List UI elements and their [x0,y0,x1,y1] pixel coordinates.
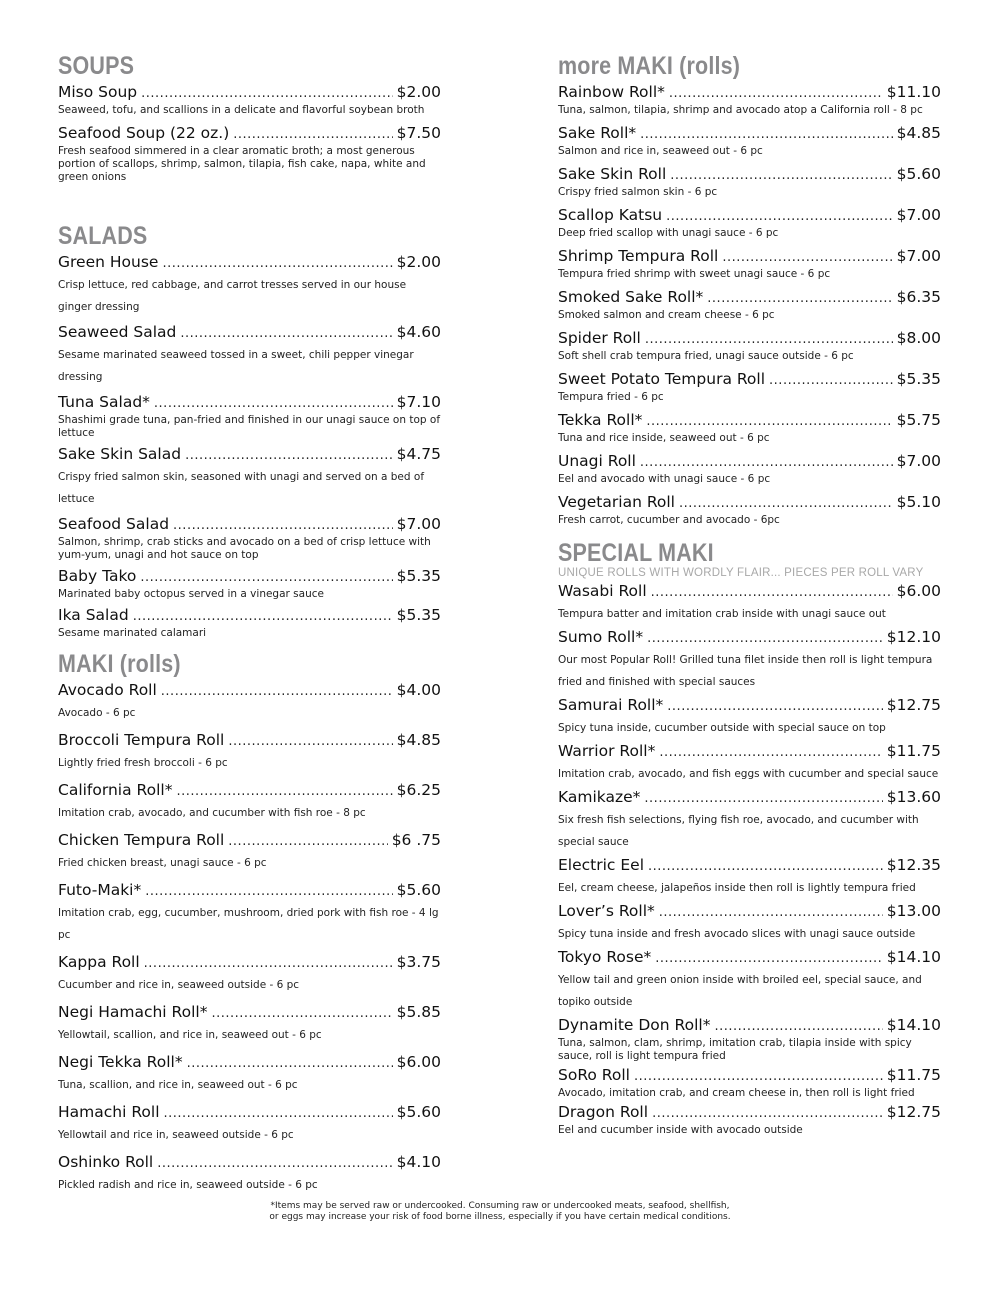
item-description: Tempura fried shrimp with sweet unagi sauce - 6 pc [558,268,831,280]
item-name: Seafood Salad [58,515,170,533]
dot-leader [145,882,392,902]
item-name: Broccoli Tempura Roll [58,731,225,749]
menu-item [558,410,941,445]
item-price: $5.10 [896,493,941,511]
item-name: Seafood Soup (22 oz.) [58,124,230,142]
item-description: Tempura batter and imitation crab inside with unagi sauce out [558,608,886,620]
dot-leader [164,1104,393,1124]
item-price: $7.10 [396,393,441,411]
menu-item-row [558,205,941,227]
menu-item [558,1015,941,1063]
menu-item-row [58,1052,441,1074]
dot-leader [666,207,893,227]
salads-section [58,222,441,640]
dot-leader [647,629,883,649]
item-name: Rainbow Roll* [558,83,665,101]
item-description: Spicy tuna inside, cucumber outside with special sauce on top [558,722,886,734]
menu-item-row [558,369,941,391]
dot-leader [669,84,883,104]
item-price: $6.00 [896,582,941,600]
item-price: $7.50 [396,124,441,142]
item-name: Tokyo Rose* [558,948,652,966]
menu-item-row [58,952,441,974]
item-name: Negi Hamachi Roll* [58,1003,208,1021]
item-price: $5.35 [396,567,441,585]
item-price: $12.75 [886,1103,941,1121]
section-title: SALADS [58,222,148,250]
menu-item [58,880,441,946]
footnote [0,1201,1000,1223]
item-description: Yellowtail, scallion, and rice in, seaweed out - 6 pc [58,1029,322,1041]
menu-item-row [558,1102,941,1124]
menu-item-row [58,444,441,466]
item-name: Hamachi Roll [58,1103,160,1121]
item-name: Kappa Roll [58,953,140,971]
item-name: Dragon Roll [558,1103,649,1121]
item-price: $5.35 [896,370,941,388]
item-description: Eel and avocado with unagi sauce - 6 pc [558,473,771,485]
menu-item-row [58,1002,441,1024]
dot-leader [667,697,882,717]
item-name: Tekka Roll* [558,411,643,429]
item-name: Sake Skin Salad [58,445,182,463]
item-price: $5.60 [396,881,441,899]
menu-item [558,369,941,404]
item-name: Smoked Sake Roll* [558,288,704,306]
maki-section [58,650,441,1196]
item-name: Miso Soup [58,83,138,101]
menu-item-row [558,947,941,969]
menu-item-row [558,328,941,350]
menu-item [58,392,441,440]
item-price: $5.35 [396,606,441,624]
item-description: Soft shell crab tempura fried, unagi sauce outside - 6 pc [558,350,854,362]
dot-leader [655,949,883,969]
item-description: Eel, cream cheese, jalapeños inside then roll is lightly tempura fried [558,882,916,894]
item-name: Ika Salad [58,606,129,624]
item-price: $13.60 [886,788,941,806]
dot-leader [211,1004,392,1024]
item-description: Fresh seafood simmered in a clear aromatic broth; a most generous portion of scallops, shrimp, salmon, tilapia, fish cake, napa, white and green onions [58,145,426,183]
menu-item [58,1052,441,1096]
dot-leader [154,394,393,414]
menu-item [58,123,441,184]
item-description: Marinated baby octopus served in a vinegar sauce [58,588,324,600]
item-name: Oshinko Roll [58,1153,154,1171]
menu-item-row [58,514,441,536]
dot-leader [707,289,892,309]
menu-item-row [558,410,941,432]
item-name: Sake Skin Roll [558,165,667,183]
dot-leader [640,125,892,145]
footnote-line: or eggs may increase your risk of food borne illness, especially if you have certain medical conditions. [269,1212,731,1222]
menu-item [558,855,941,899]
left-column [58,52,441,1196]
section-subtitle: UNIQUE ROLLS WITH WORDLY FLAIR... PIECES PER ROLL VARY [558,567,924,579]
dot-leader [233,125,392,145]
menu-item-row [558,246,941,268]
item-name: Negi Tekka Roll* [58,1053,183,1071]
menu-item [58,1002,441,1046]
item-name: Tuna Salad* [58,393,150,411]
item-price: $8.00 [896,329,941,347]
item-name: Sumo Roll* [558,628,644,646]
item-name: Unagi Roll [558,452,636,470]
soups-section [58,52,441,184]
item-description: Imitation crab, avocado, and cucumber with fish roe - 8 pc [58,807,366,819]
item-description: Sesame marinated calamari [58,627,207,639]
menu-item-row [58,730,441,752]
dot-leader [645,330,893,350]
dot-leader [180,324,392,344]
menu-item-row [558,287,941,309]
item-description: Our most Popular Roll! Grilled tuna filet inside then roll is light tempura fried and finished with special sauces [558,654,933,688]
item-description: Seaweed, tofu, and scallions in a delicate and flavorful soybean broth [58,104,425,116]
menu-item-row [558,451,941,473]
item-price: $6 .75 [391,831,441,849]
menu-item [58,730,441,774]
item-name: SoRo Roll [558,1066,630,1084]
dot-leader [648,857,883,877]
item-description: Deep fried scallop with unagi sauce - 6 pc [558,227,779,239]
menu-item [58,780,441,824]
item-price: $5.85 [396,1003,441,1021]
menu-item-row [558,627,941,649]
menu-item-row [558,741,941,763]
item-price: $14.10 [886,1016,941,1034]
menu-item [558,492,941,527]
menu-item-row [58,82,441,104]
item-description: Yellow tail and green onion inside with broiled eel, special sauce, and topiko outside [558,974,922,1008]
menu-item-row [558,1065,941,1087]
item-description: Crispy fried salmon skin - 6 pc [558,186,718,198]
item-name: Warrior Roll* [558,742,656,760]
item-description: Imitation crab, avocado, and fish eggs with cucumber and special sauce [558,768,939,780]
menu-item [558,695,941,739]
menu-item [558,451,941,486]
item-description: Eel and cucumber inside with avocado outside [558,1124,803,1136]
item-name: Shrimp Tempura Roll [558,247,719,265]
menu-item-row [58,392,441,414]
menu-item-row [558,855,941,877]
item-price: $4.75 [396,445,441,463]
item-price: $2.00 [396,83,441,101]
dot-leader [646,412,892,432]
right-column [558,52,941,1137]
item-name: Wasabi Roll [558,582,647,600]
item-price: $12.10 [886,628,941,646]
menu-item [558,328,941,363]
menu-item-row [58,880,441,902]
item-description: Crisp lettuce, red cabbage, and carrot tresses served in our house ginger dressing [58,279,407,313]
menu-item [58,605,441,640]
item-name: Spider Roll [558,329,641,347]
dot-leader [144,954,393,974]
dot-leader [140,568,392,588]
item-price: $6.00 [396,1053,441,1071]
dot-leader [651,583,893,603]
menu-item [558,787,941,853]
menu-item [558,1102,941,1137]
menu-item [58,82,441,117]
item-name: Samurai Roll* [558,696,664,714]
dot-leader [640,453,893,473]
item-price: $11.75 [886,1066,941,1084]
menu-item-row [58,1102,441,1124]
item-name: Seaweed Salad [58,323,177,341]
item-description: Sesame marinated seaweed tossed in a sweet, chili pepper vinegar dressing [58,349,414,383]
dot-leader [173,516,393,536]
item-description: Tempura fried - 6 pc [558,391,664,403]
dot-leader [652,1104,883,1124]
item-description: Imitation crab, egg, cucumber, mushroom, dried pork with fish roe - 4 lg pc [58,907,439,941]
menu-item [558,627,941,693]
item-name: Green House [58,253,159,271]
menu-item-row [558,492,941,514]
item-name: Scallop Katsu [558,206,663,224]
item-name: Dynamite Don Roll* [558,1016,711,1034]
menu-item-row [558,164,941,186]
item-description: Salmon and rice in, seaweed out - 6 pc [558,145,763,157]
item-description: Tuna and rice inside, seaweed out - 6 pc [558,432,770,444]
item-price: $7.00 [896,247,941,265]
item-name: Electric Eel [558,856,644,874]
item-description: Avocado - 6 pc [58,707,136,719]
menu-item-row [558,581,941,603]
menu-item-row [58,1152,441,1174]
item-description: Tuna, scallion, and rice in, seaweed out - 6 pc [58,1079,298,1091]
item-description: Pickled radish and rice in, seaweed outside - 6 pc [58,1179,318,1191]
menu-item [558,246,941,281]
menu-item [558,287,941,322]
menu-item [558,947,941,1013]
dot-leader [714,1017,882,1037]
menu-item-row [58,680,441,702]
menu-item [58,1152,441,1196]
menu-item-row [58,123,441,145]
dot-leader [659,743,882,763]
item-price: $11.10 [886,83,941,101]
item-description: Fried chicken breast, unagi sauce - 6 pc [58,857,267,869]
item-description: Tuna, salmon, clam, shrimp, imitation crab, tilapia inside with spicy sauce, roll is light tempura fried [558,1037,912,1062]
dot-leader [659,903,883,923]
item-price: $2.00 [396,253,441,271]
menu-item [58,1102,441,1146]
item-price: $5.75 [896,411,941,429]
item-description: Salmon, shrimp, crab sticks and avocado on a bed of crisp lettuce with yum-yum, unagi and hot sauce on top [58,536,431,561]
more-maki-section [558,52,941,527]
item-price: $7.00 [896,452,941,470]
item-price: $4.00 [396,681,441,699]
menu-item [58,252,441,318]
section-title: SOUPS [58,52,135,80]
dot-leader [722,248,892,268]
menu-item-row [558,901,941,923]
menu-item [558,581,941,625]
menu-item-row [58,830,441,852]
dot-leader [670,166,892,186]
item-name: Sake Roll* [558,124,637,142]
item-description: Spicy tuna inside and fresh avocado slices with unagi sauce outside [558,928,916,940]
item-name: Baby Tako [58,567,137,585]
section-title: SPECIAL MAKI [558,539,714,567]
section-title: more MAKI (rolls) [558,52,741,80]
item-price: $4.10 [396,1153,441,1171]
item-price: $7.00 [896,206,941,224]
item-description: Crispy fried salmon skin, seasoned with unagi and served on a bed of lettuce [58,471,425,505]
dot-leader [162,254,392,274]
item-price: $4.85 [896,124,941,142]
item-description: Tuna, salmon, tilapia, shrimp and avocado atop a California roll - 8 pc [558,104,923,116]
dot-leader [644,789,882,809]
item-name: Futo-Maki* [58,881,142,899]
dot-leader [133,607,393,627]
item-description: Avocado, imitation crab, and cream cheese in, then roll is light fried [558,1087,915,1099]
item-price: $13.00 [886,902,941,920]
item-price: $12.35 [886,856,941,874]
item-price: $7.00 [396,515,441,533]
menu-item [558,741,941,785]
menu-item-row [558,1015,941,1037]
menu-item [558,1065,941,1100]
item-price: $4.60 [396,323,441,341]
menu-item [58,444,441,510]
menu-item-row [558,123,941,145]
item-name: Kamikaze* [558,788,641,806]
item-name: California Roll* [58,781,173,799]
item-name: Lover’s Roll* [558,902,655,920]
dot-leader [187,1054,393,1074]
dot-leader [769,371,893,391]
item-price: $12.75 [886,696,941,714]
item-price: $11.75 [886,742,941,760]
menu-item-row [558,787,941,809]
menu-item [58,680,441,724]
item-description: Lightly fried fresh broccoli - 6 pc [58,757,228,769]
special-maki-section [558,539,941,1137]
item-description: Shashimi grade tuna, pan-fried and finished in our unagi sauce on top of lettuce [58,414,441,439]
item-price: $14.10 [886,948,941,966]
item-description: Smoked salmon and cream cheese - 6 pc [558,309,775,321]
item-description: Yellowtail and rice in, seaweed outside - 6 pc [58,1129,294,1141]
item-price: $5.60 [896,165,941,183]
menu-item [558,123,941,158]
menu-item [58,952,441,996]
menu-item-row [58,322,441,344]
menu-item [558,205,941,240]
menu-item [58,830,441,874]
menu-item [558,82,941,117]
menu-item-row [58,252,441,274]
item-description: Six fresh fish selections, flying fish roe, avocado, and cucumber with special sauce [558,814,919,848]
item-name: Vegetarian Roll [558,493,675,511]
item-price: $4.85 [396,731,441,749]
dot-leader [157,1154,392,1174]
item-price: $5.60 [396,1103,441,1121]
item-name: Avocado Roll [58,681,157,699]
footnote-line: *Items may be served raw or undercooked. Consuming raw or undercooked meats, seafood, shellfish, [270,1201,730,1211]
dot-leader [141,84,392,104]
menu-item [58,514,441,562]
dot-leader [228,832,387,852]
dot-leader [634,1067,883,1087]
menu-item [558,901,941,945]
menu-item [558,164,941,199]
dot-leader [679,494,893,514]
menu-item-row [558,695,941,717]
item-name: Chicken Tempura Roll [58,831,225,849]
menu-item-row [58,566,441,588]
item-price: $6.35 [896,288,941,306]
item-price: $3.75 [396,953,441,971]
section-title: MAKI (rolls) [58,650,181,678]
dot-leader [176,782,392,802]
menu-item [58,566,441,601]
dot-leader [161,682,393,702]
menu-item [58,322,441,388]
menu-item-row [58,780,441,802]
menu-item-row [558,82,941,104]
item-description: Cucumber and rice in, seaweed outside - 6 pc [58,979,300,991]
dot-leader [228,732,392,752]
dot-leader [185,446,393,466]
menu-item-row [58,605,441,627]
item-description: Fresh carrot, cucumber and avocado - 6pc [558,514,780,526]
item-name: Sweet Potato Tempura Roll [558,370,766,388]
item-price: $6.25 [396,781,441,799]
